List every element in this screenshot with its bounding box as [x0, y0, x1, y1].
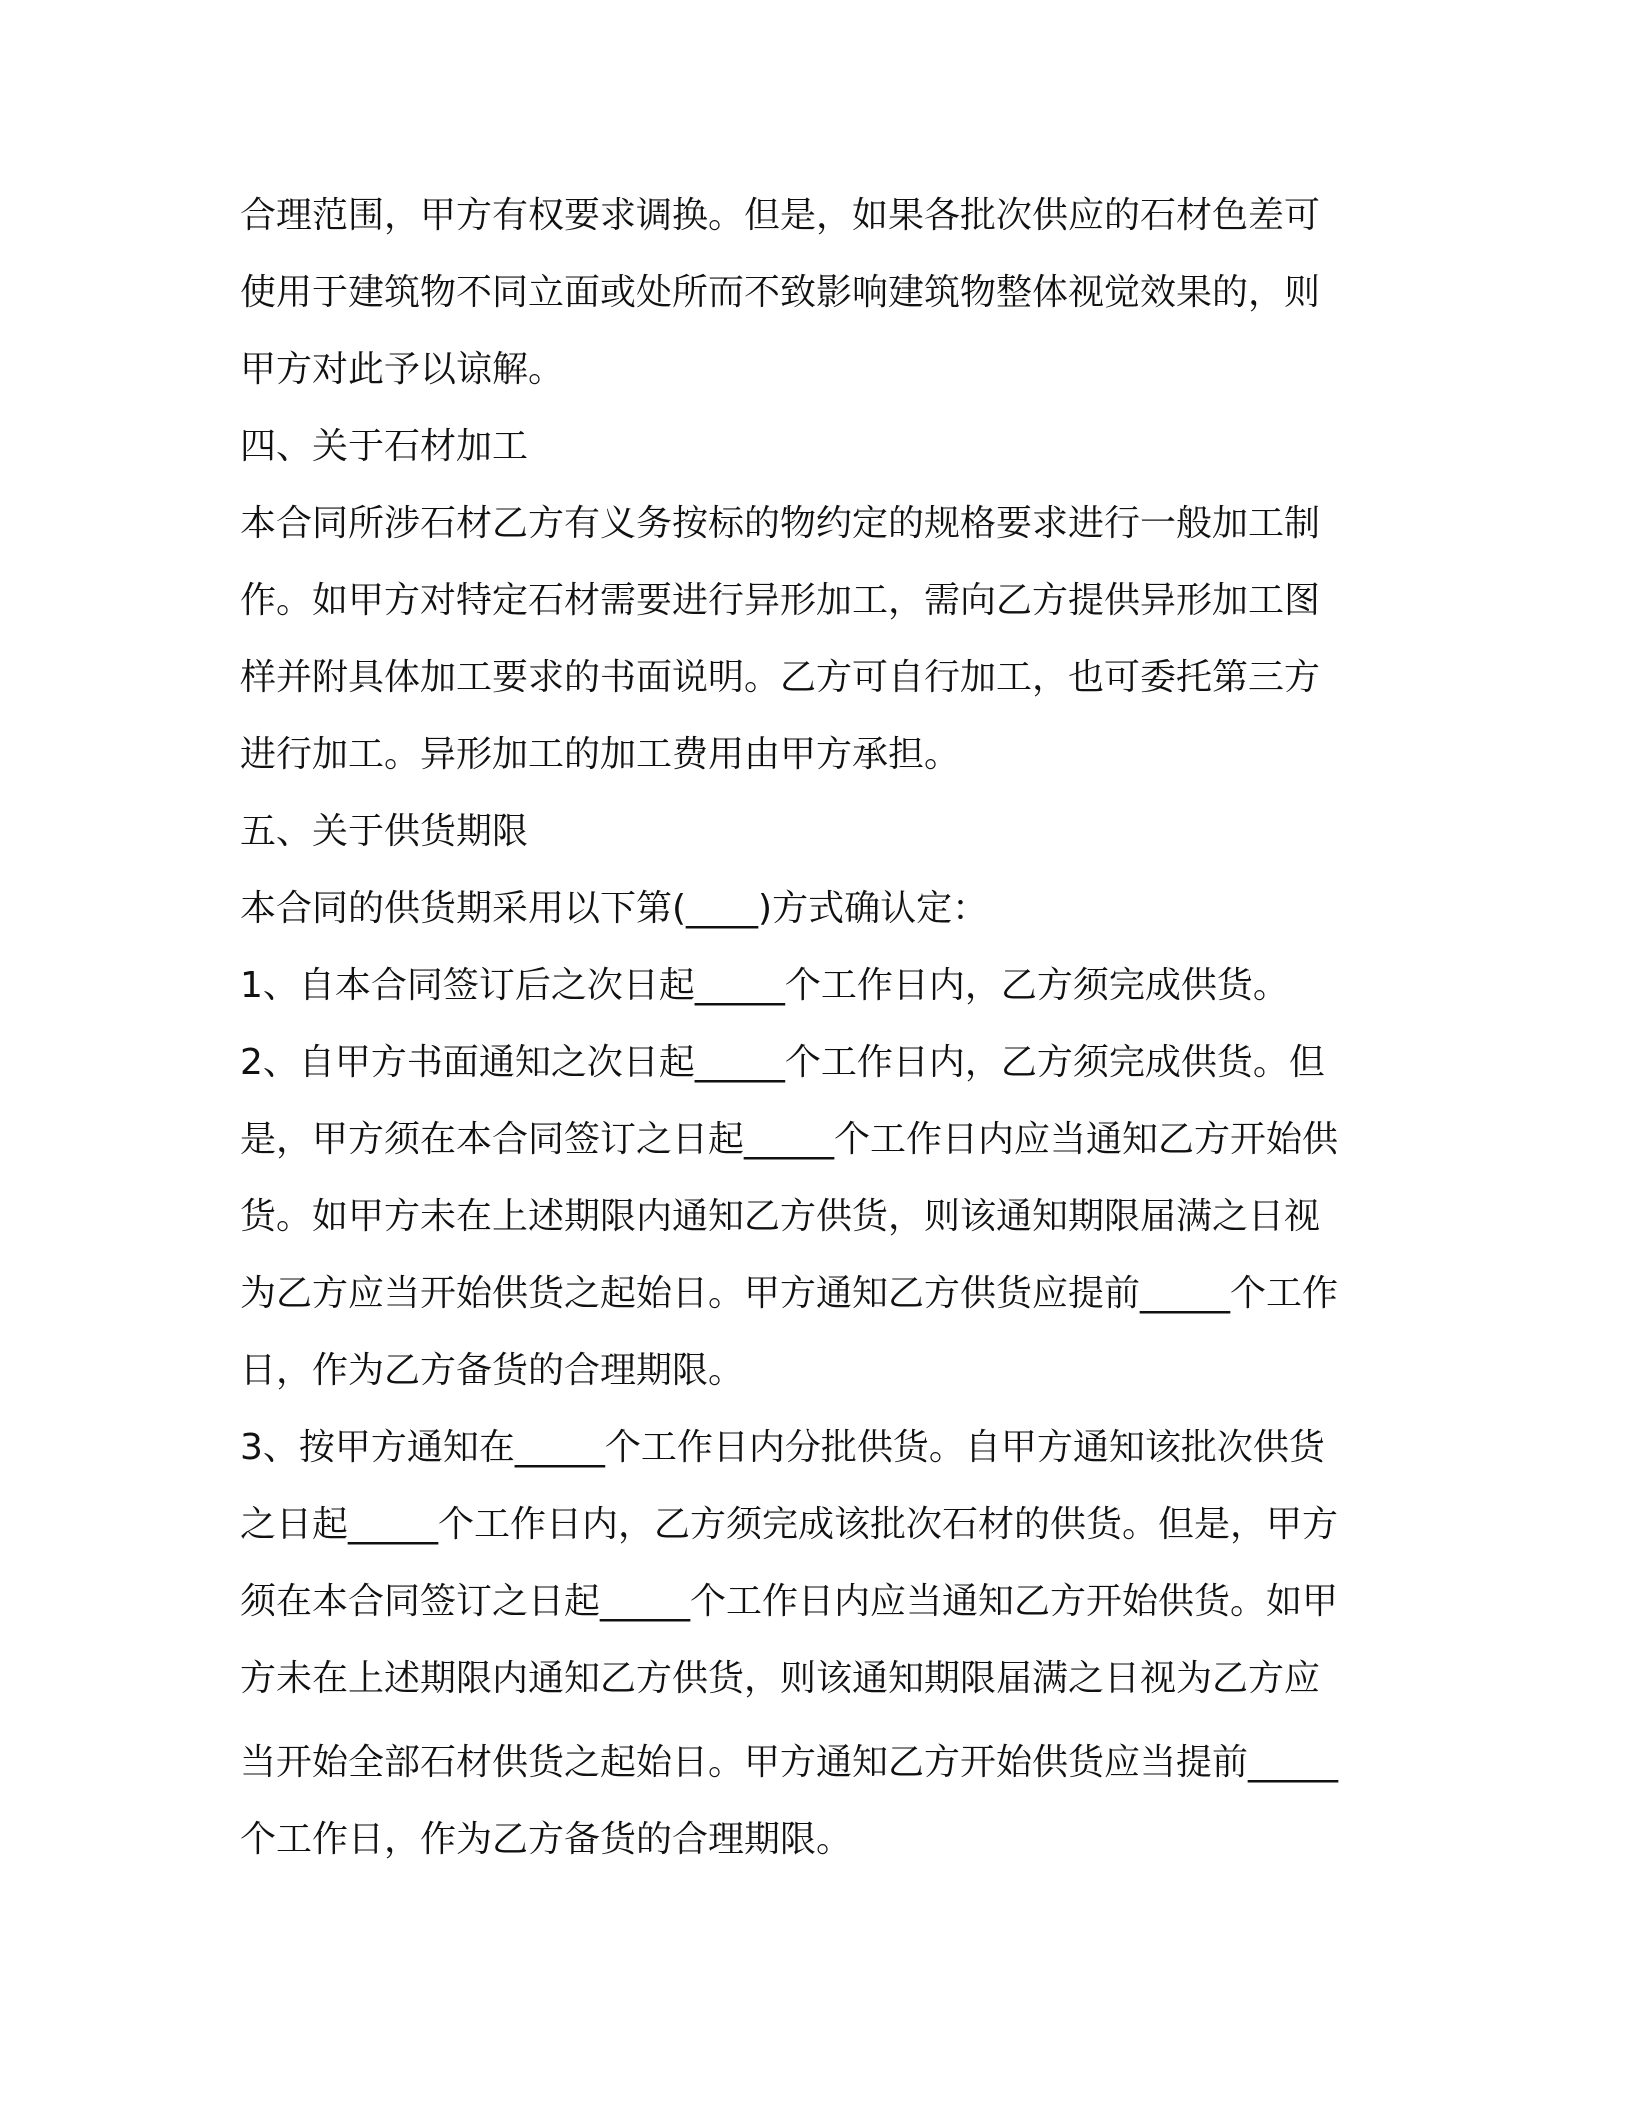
text-line: 本合同所涉石材乙方有义务按标的物约定的规格要求进行一般加工制 — [240, 503, 1321, 544]
text-line: 为乙方应当开始供货之起始日。甲方通知乙方供货应提前_____个工作 — [240, 1273, 1339, 1314]
text-line: 是，甲方须在本合同签订之日起_____个工作日内应当通知乙方开始供 — [240, 1119, 1339, 1160]
text-line: 货。如甲方未在上述期限内通知乙方供货，则该通知期限届满之日视 — [240, 1196, 1321, 1237]
text-line: 使用于建筑物不同立面或处所而不致影响建筑物整体视觉效果的，则 — [240, 272, 1321, 313]
section-heading: 四、关于石材加工 — [240, 426, 529, 467]
text-line: 个工作日，作为乙方备货的合理期限。 — [240, 1819, 853, 1860]
text-line: 之日起_____个工作日内，乙方须完成该批次石材的供货。但是，甲方 — [240, 1504, 1339, 1545]
text-line: 样并附具体加工要求的书面说明。乙方可自行加工，也可委托第三方 — [240, 657, 1321, 698]
text-line: 本合同的供货期采用以下第(____)方式确认定： — [240, 888, 989, 929]
text-line: 甲方对此予以谅解。 — [240, 349, 565, 390]
text-line: 合理范围，甲方有权要求调换。但是，如果各批次供应的石材色差可 — [240, 195, 1321, 236]
text-line: 方未在上述期限内通知乙方供货，则该通知期限届满之日视为乙方应 — [240, 1658, 1321, 1699]
text-line: 3、按甲方通知在_____个工作日内分批供货。自甲方通知该批次供货 — [240, 1427, 1325, 1468]
text-line: 当开始全部石材供货之起始日。甲方通知乙方开始供货应当提前_____ — [240, 1742, 1339, 1783]
text-line: 日，作为乙方备货的合理期限。 — [240, 1350, 745, 1391]
text-line: 须在本合同签订之日起_____个工作日内应当通知乙方开始供货。如甲 — [240, 1581, 1339, 1622]
text-line: 作。如甲方对特定石材需要进行异形加工，需向乙方提供异形加工图 — [240, 580, 1321, 621]
section-heading: 五、关于供货期限 — [240, 811, 529, 852]
text-line: 进行加工。异形加工的加工费用由甲方承担。 — [240, 734, 961, 775]
text-line: 2、自甲方书面通知之次日起_____个工作日内，乙方须完成供货。但 — [240, 1042, 1325, 1083]
text-line: 1、自本合同签订后之次日起_____个工作日内，乙方须完成供货。 — [240, 965, 1289, 1006]
